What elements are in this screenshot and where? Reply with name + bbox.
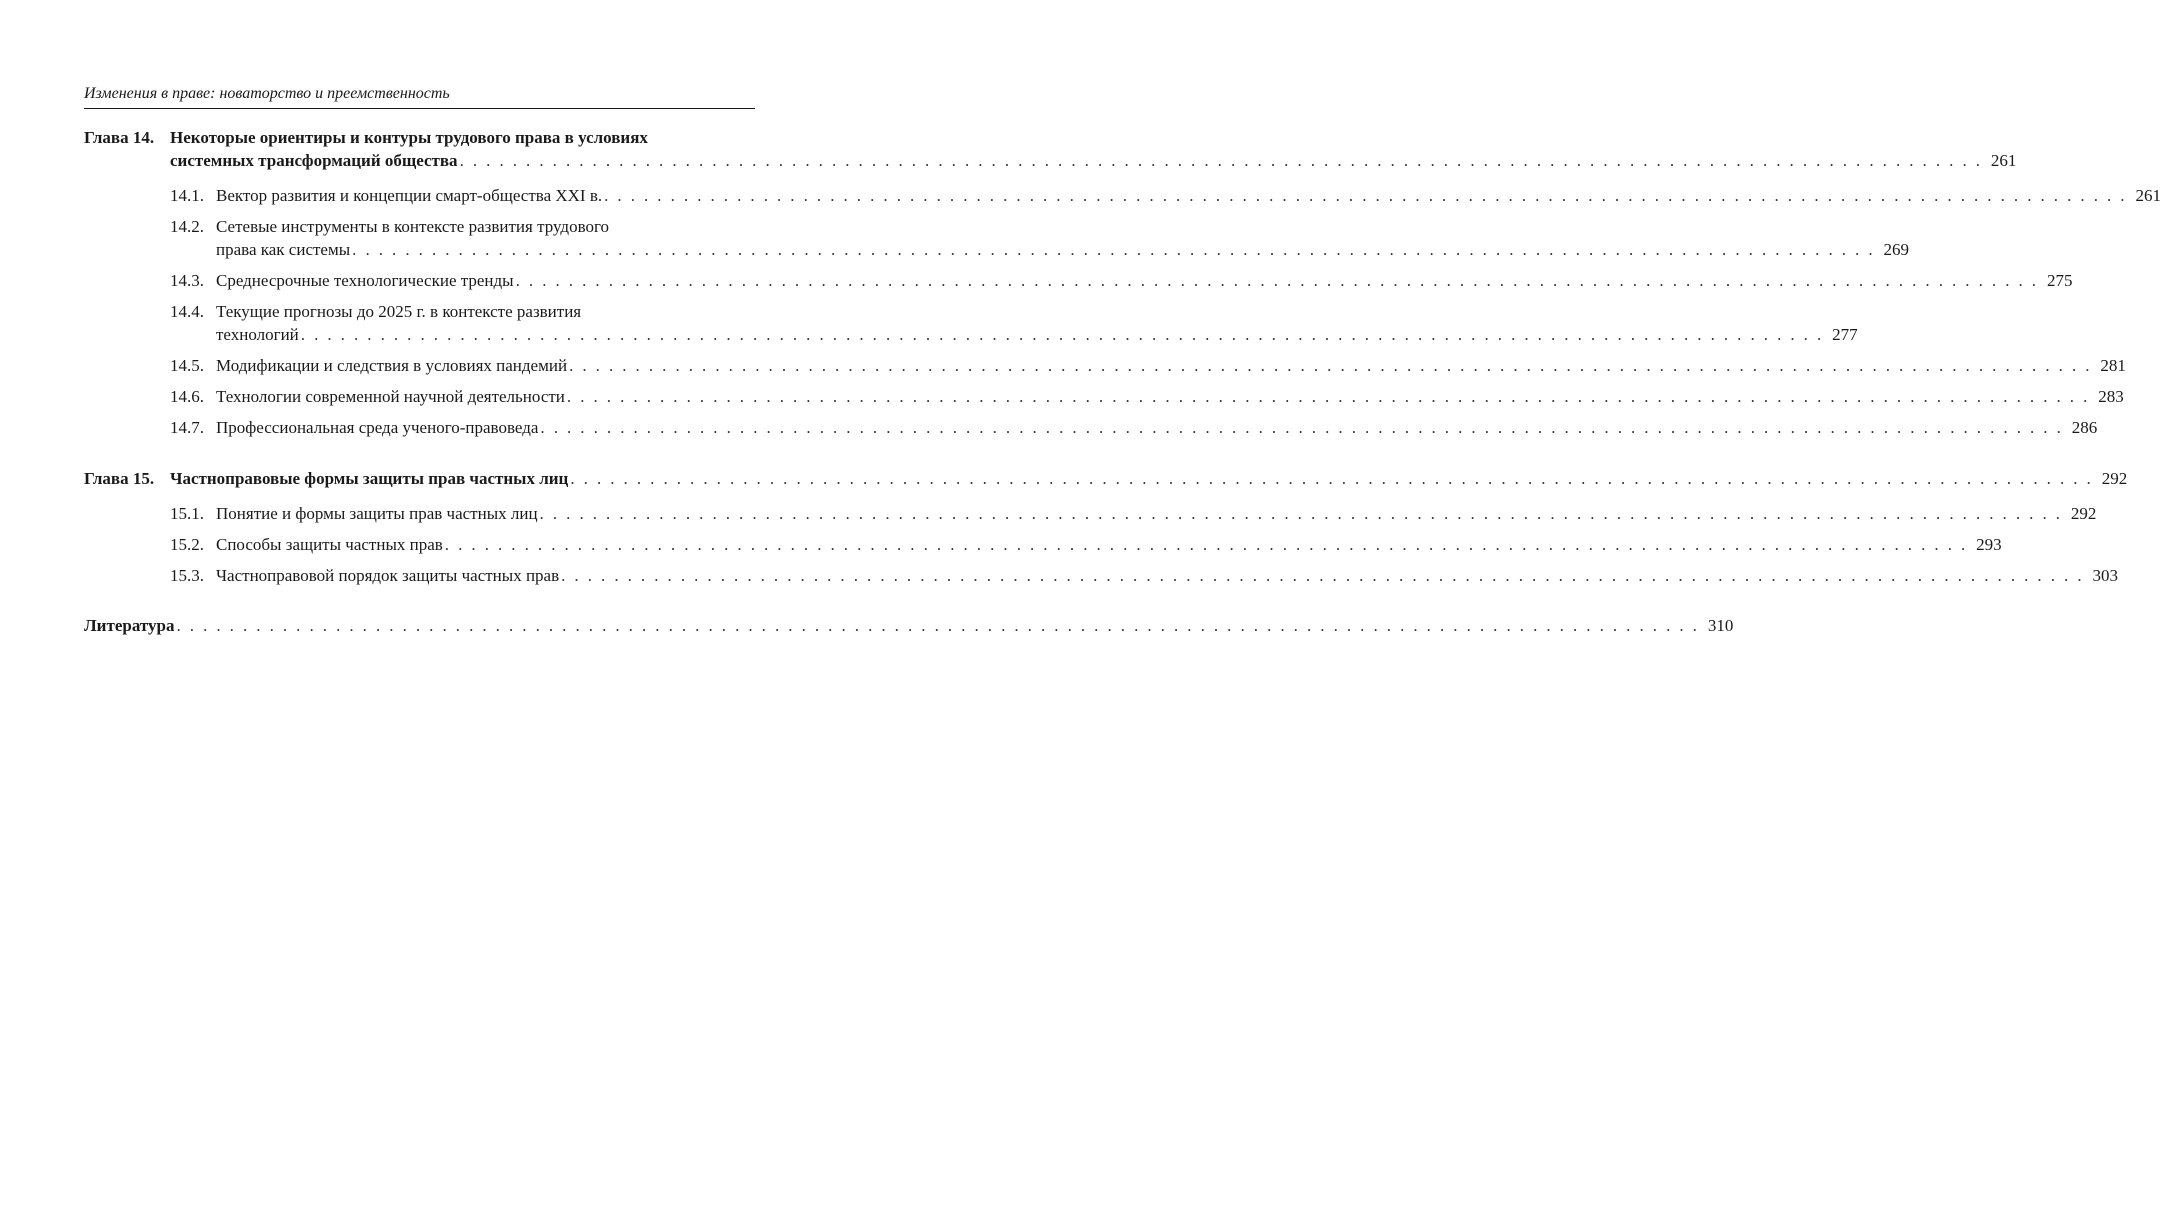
chapter-title-line1: Некоторые ориентиры и контуры трудового права в условиях	[170, 128, 648, 147]
toc-section	[170, 184, 2161, 207]
section-page: 286	[2071, 418, 2098, 437]
dot-leader	[516, 269, 2039, 292]
section-title: Модификации и следствия в условиях пандемий	[216, 356, 568, 375]
dot-leader	[301, 323, 1824, 346]
section-number: 15.1.	[170, 504, 204, 523]
dot-leader	[561, 564, 2084, 587]
section-number: 14.7.	[170, 418, 204, 437]
table-of-contents	[84, 126, 2161, 637]
section-title: Технологии современной научной деятельности	[216, 387, 565, 406]
dot-leader	[570, 467, 2093, 490]
section-title: Профессиональная среда ученого-правоведа	[216, 418, 539, 437]
running-head: Изменения в праве: новаторство и преемственность	[84, 85, 450, 102]
chapter-title-line2: системных трансформаций общества	[170, 151, 458, 170]
chapter-page: 261	[1990, 151, 2017, 170]
dot-leader	[176, 614, 1699, 637]
dot-leader	[569, 354, 2092, 377]
section-title-line1: Сетевые инструменты в контексте развития трудового	[216, 217, 610, 236]
section-title-line2: технологий	[216, 325, 299, 344]
section-title: Вектор развития и концепции смарт-общества XXI в.	[216, 186, 603, 205]
section-title: Понятие и формы защиты прав частных лиц	[216, 504, 538, 523]
dot-leader	[445, 533, 1968, 556]
toc-section	[170, 416, 2098, 439]
section-page: 261	[2135, 186, 2161, 205]
section-page: 275	[2046, 271, 2073, 290]
section-page: 283	[2098, 387, 2124, 406]
dot-leader	[352, 238, 1875, 261]
literature-page: 310	[1707, 616, 1734, 635]
toc-section	[170, 269, 2073, 292]
chapter-title: Частноправовые формы защиты прав частных лиц	[170, 469, 569, 488]
toc-chapter-14	[84, 126, 2017, 172]
section-number: 14.1.	[170, 186, 204, 205]
section-number: 14.4.	[170, 302, 204, 321]
section-number: 14.6.	[170, 387, 204, 406]
section-title-line1: Текущие прогнозы до 2025 г. в контексте развития	[216, 302, 582, 321]
toc-section	[170, 385, 2124, 408]
dot-leader	[540, 502, 2063, 525]
section-title: Частноправовой порядок защиты частных прав	[216, 566, 560, 585]
section-number: 15.3.	[170, 566, 204, 585]
toc-section	[170, 354, 2126, 377]
section-page: 269	[1883, 240, 1909, 259]
toc-section	[170, 502, 2097, 525]
toc-section	[170, 300, 1858, 346]
section-page: 281	[2100, 356, 2126, 375]
section-page: 277	[1832, 325, 1858, 344]
dot-leader	[460, 149, 1983, 172]
dot-leader	[567, 385, 2090, 408]
section-page: 303	[2092, 566, 2118, 585]
section-title: Способы защиты частных прав	[216, 535, 443, 554]
section-page: 293	[1976, 535, 2002, 554]
literature-title: Литература	[84, 616, 175, 635]
chapter-page: 292	[2101, 469, 2128, 488]
dot-leader	[540, 416, 2063, 439]
toc-section	[170, 533, 2002, 556]
section-page: 292	[2070, 504, 2097, 523]
toc-section	[170, 564, 2118, 587]
toc-section	[170, 215, 1909, 261]
section-number: 15.2.	[170, 535, 204, 554]
chapter-number: Глава 14.	[84, 128, 155, 147]
section-number: 14.3.	[170, 271, 204, 290]
section-number: 14.5.	[170, 356, 204, 375]
chapter-number: Глава 15.	[84, 469, 155, 488]
header-rule	[84, 108, 755, 109]
section-title-line2: права как системы	[216, 240, 351, 259]
toc-chapter-15	[84, 467, 2128, 490]
section-title: Среднесрочные технологические тренды	[216, 271, 514, 290]
toc-literature	[84, 614, 1734, 637]
dot-leader	[604, 184, 2127, 207]
section-number: 14.2.	[170, 217, 204, 236]
